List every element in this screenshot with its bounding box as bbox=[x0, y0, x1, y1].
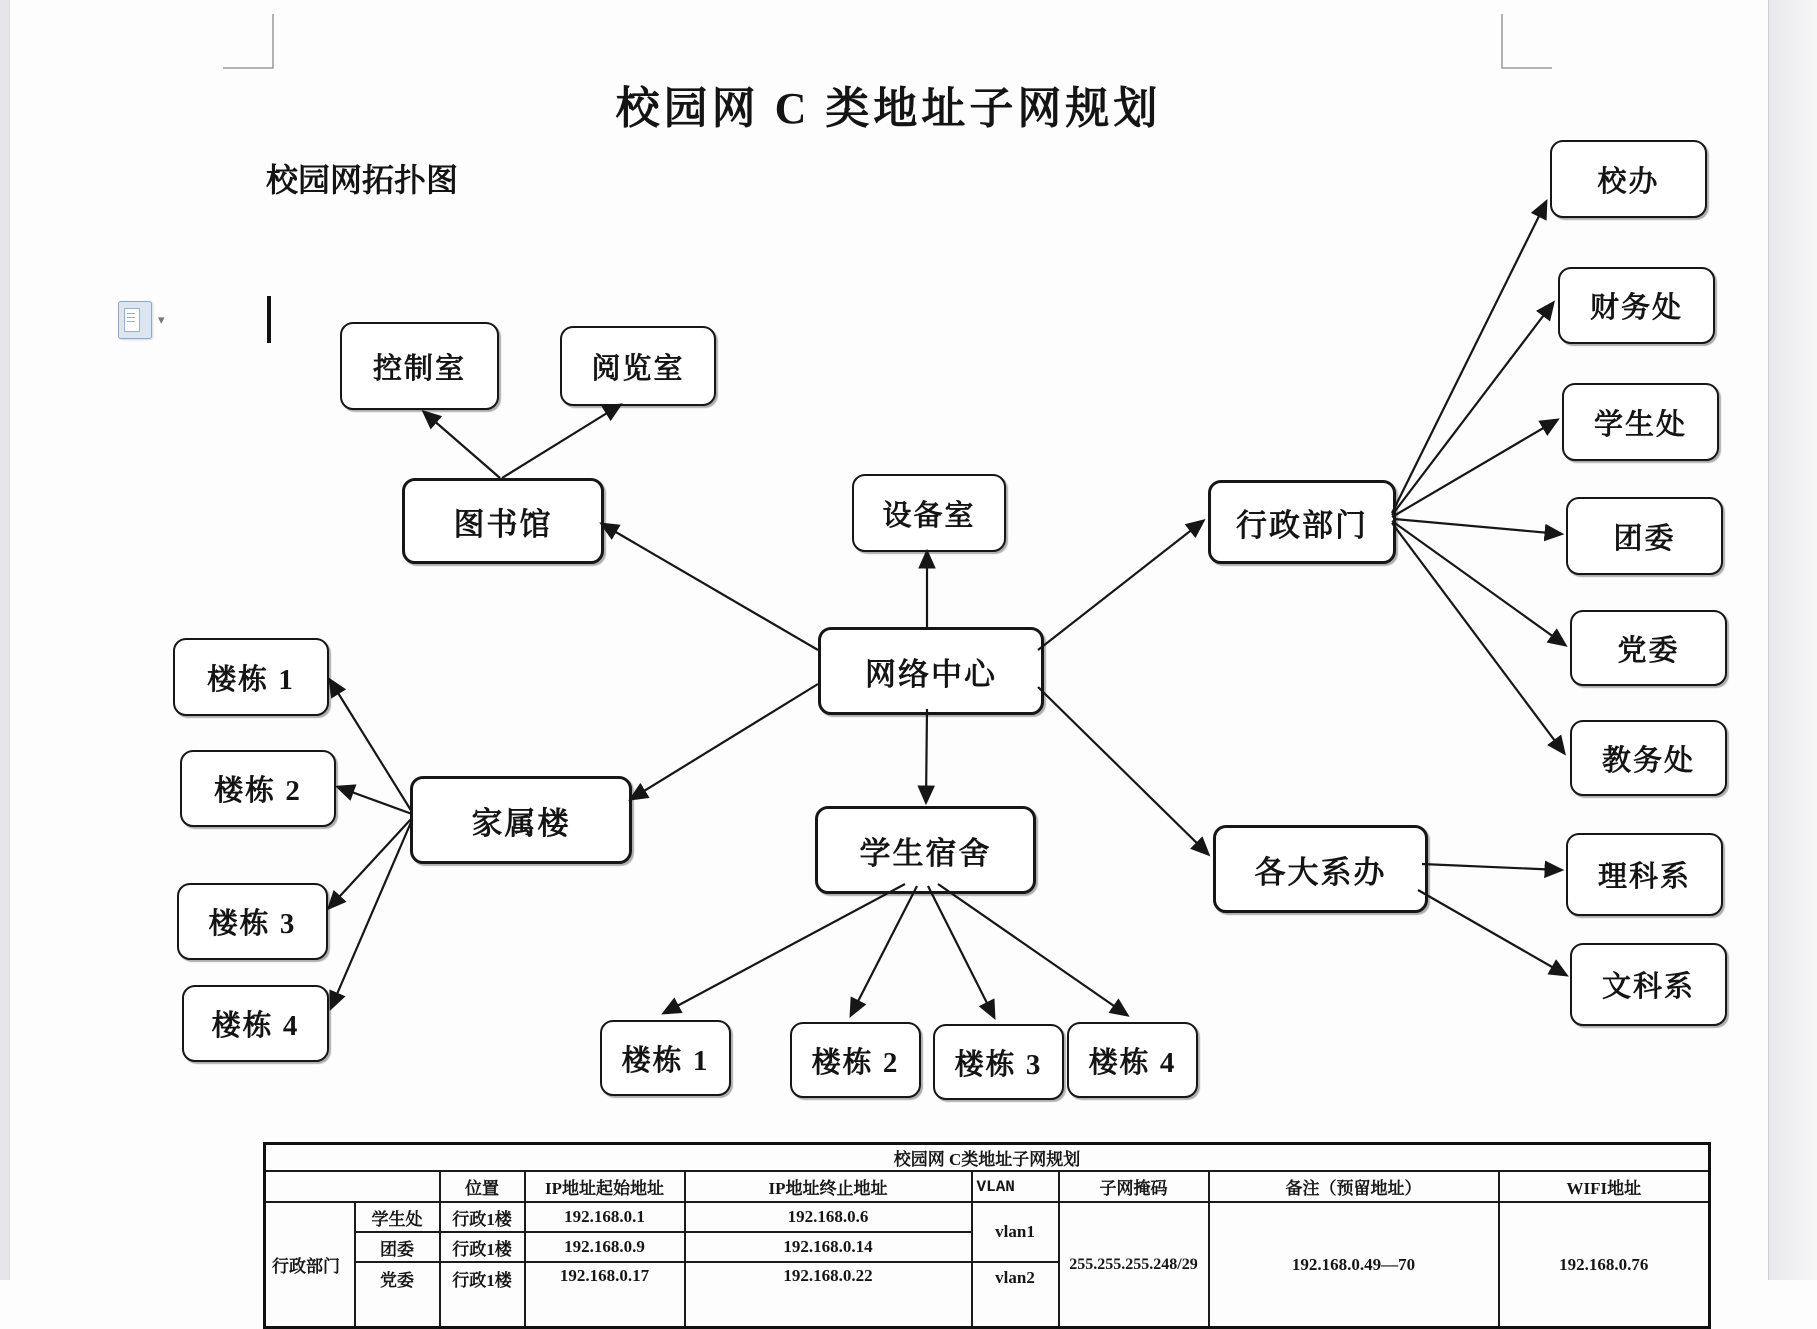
diagram-arrow bbox=[1392, 303, 1553, 515]
diagram-node-xiaoban: 校办 bbox=[1550, 140, 1707, 218]
page-corner-mark-top-left bbox=[223, 14, 273, 68]
diagram-node-wenkexi: 文科系 bbox=[1570, 943, 1727, 1026]
diagram-node-tushuguan: 图书馆 bbox=[402, 478, 604, 564]
header-wifi: WIFI地址 bbox=[1499, 1171, 1710, 1202]
diagram-node-xingzhengbumen: 行政部门 bbox=[1208, 480, 1396, 564]
vlan2-cell: vlan2 bbox=[972, 1262, 1059, 1328]
text-cursor bbox=[267, 296, 271, 343]
table-title: 校园网 C类地址子网规划 bbox=[265, 1144, 1710, 1172]
topology-subtitle: 校园网拓扑图 bbox=[266, 162, 459, 198]
diagram-arrow bbox=[631, 684, 818, 799]
diagram-node-ss-loudong3: 楼栋 3 bbox=[933, 1024, 1064, 1100]
subnet-plan-table bbox=[263, 1142, 1711, 1329]
left-page-edge bbox=[0, 0, 10, 1280]
dept-cell: 党委 bbox=[355, 1262, 440, 1328]
diagram-node-jiaowuchu: 教务处 bbox=[1570, 720, 1727, 796]
diagram-arrow bbox=[1394, 519, 1561, 534]
vlan1-cell: vlan1 bbox=[972, 1202, 1059, 1262]
right-page-margin bbox=[1768, 0, 1817, 1280]
ip-end-cell: 192.168.0.22 bbox=[685, 1262, 972, 1328]
diagram-arrow bbox=[331, 820, 412, 1008]
diagram-node-jsl-loudong2: 楼栋 2 bbox=[180, 750, 336, 827]
diagram-node-ss-loudong2: 楼栋 2 bbox=[790, 1022, 921, 1098]
mask-cell: 255.255.255.248/29 bbox=[1059, 1202, 1209, 1328]
header-blank bbox=[265, 1171, 440, 1202]
diagram-arrow bbox=[1392, 202, 1546, 513]
diagram-node-likexi: 理科系 bbox=[1566, 833, 1723, 916]
diagram-node-jiashulou: 家属楼 bbox=[410, 776, 632, 864]
dept-cell: 团委 bbox=[355, 1232, 440, 1262]
ip-start-cell: 192.168.0.9 bbox=[525, 1232, 685, 1262]
diagram-arrow bbox=[1038, 521, 1203, 650]
ip-start-cell: 192.168.0.17 bbox=[525, 1262, 685, 1328]
diagram-node-yuelanshi: 阅览室 bbox=[560, 326, 716, 406]
header-mask: 子网掩码 bbox=[1059, 1171, 1209, 1202]
ip-start-cell: 192.168.0.1 bbox=[525, 1202, 685, 1232]
diagram-arrow bbox=[1392, 523, 1564, 753]
header-vlan: VLAN bbox=[972, 1171, 1059, 1202]
diagram-node-caiwuchu: 财务处 bbox=[1558, 267, 1715, 344]
diagram-arrow bbox=[664, 884, 905, 1013]
diagram-node-xueshengsushe: 学生宿舍 bbox=[815, 806, 1036, 894]
diagram-arrow bbox=[424, 412, 500, 478]
diagram-arrow bbox=[1038, 687, 1208, 854]
group-label: 行政部门 bbox=[265, 1202, 355, 1328]
diagram-node-dangwei: 党委 bbox=[1570, 610, 1727, 686]
diagram-arrow bbox=[502, 405, 620, 478]
diagram-node-shebeishi: 设备室 bbox=[852, 474, 1006, 552]
diagram-node-jsl-loudong4: 楼栋 4 bbox=[182, 985, 329, 1062]
diagram-node-ss-loudong1: 楼栋 1 bbox=[600, 1020, 731, 1096]
paste-options-button[interactable] bbox=[118, 299, 186, 341]
dept-cell: 学生处 bbox=[355, 1202, 440, 1232]
diagram-node-jsl-loudong3: 楼栋 3 bbox=[177, 883, 328, 960]
diagram-node-jsl-loudong1: 楼栋 1 bbox=[173, 638, 329, 716]
diagram-node-tuanwei: 团委 bbox=[1566, 497, 1723, 575]
diagram-arrow bbox=[1392, 420, 1557, 517]
header-ip-start: IP地址起始地址 bbox=[525, 1171, 685, 1202]
header-reserved: 备注（预留地址） bbox=[1209, 1171, 1499, 1202]
diagram-arrow bbox=[928, 886, 994, 1017]
ip-end-cell: 192.168.0.14 bbox=[685, 1232, 972, 1262]
page-corner-mark-top-right bbox=[1502, 14, 1552, 68]
diagram-arrow bbox=[926, 709, 927, 802]
header-ip-end: IP地址终止地址 bbox=[685, 1171, 972, 1202]
diagram-arrow bbox=[938, 884, 1127, 1015]
location-cell: 行政1楼 bbox=[440, 1232, 525, 1262]
diagram-arrow bbox=[602, 524, 818, 650]
diagram-arrow bbox=[329, 818, 412, 908]
ip-end-cell: 192.168.0.6 bbox=[685, 1202, 972, 1232]
diagram-node-gedaxiban: 各大系办 bbox=[1213, 825, 1428, 913]
diagram-node-ss-loudong4: 楼栋 4 bbox=[1067, 1022, 1198, 1098]
table-row bbox=[265, 1202, 1710, 1232]
diagram-arrow bbox=[1422, 864, 1561, 870]
chevron-down-icon[interactable]: ▾ bbox=[158, 312, 165, 328]
diagram-arrow bbox=[851, 886, 917, 1015]
diagram-arrow bbox=[1392, 521, 1565, 645]
diagram-arrow bbox=[338, 787, 412, 814]
reserved-cell: 192.168.0.49—70 bbox=[1209, 1202, 1499, 1328]
diagram-node-xueshengchu: 学生处 bbox=[1562, 383, 1719, 461]
wifi-cell: 192.168.0.76 bbox=[1499, 1202, 1710, 1328]
diagram-node-kongzhishi: 控制室 bbox=[340, 322, 499, 410]
location-cell: 行政1楼 bbox=[440, 1202, 525, 1232]
diagram-arrow bbox=[1418, 890, 1566, 975]
document-title: 校园网 C 类地址子网规划 bbox=[615, 84, 1162, 133]
diagram-arrow bbox=[330, 680, 412, 812]
diagram-node-wangluozhongxin: 网络中心 bbox=[818, 627, 1044, 715]
location-cell: 行政1楼 bbox=[440, 1262, 525, 1328]
clipboard-paste-icon bbox=[118, 301, 152, 339]
header-location: 位置 bbox=[440, 1171, 525, 1202]
